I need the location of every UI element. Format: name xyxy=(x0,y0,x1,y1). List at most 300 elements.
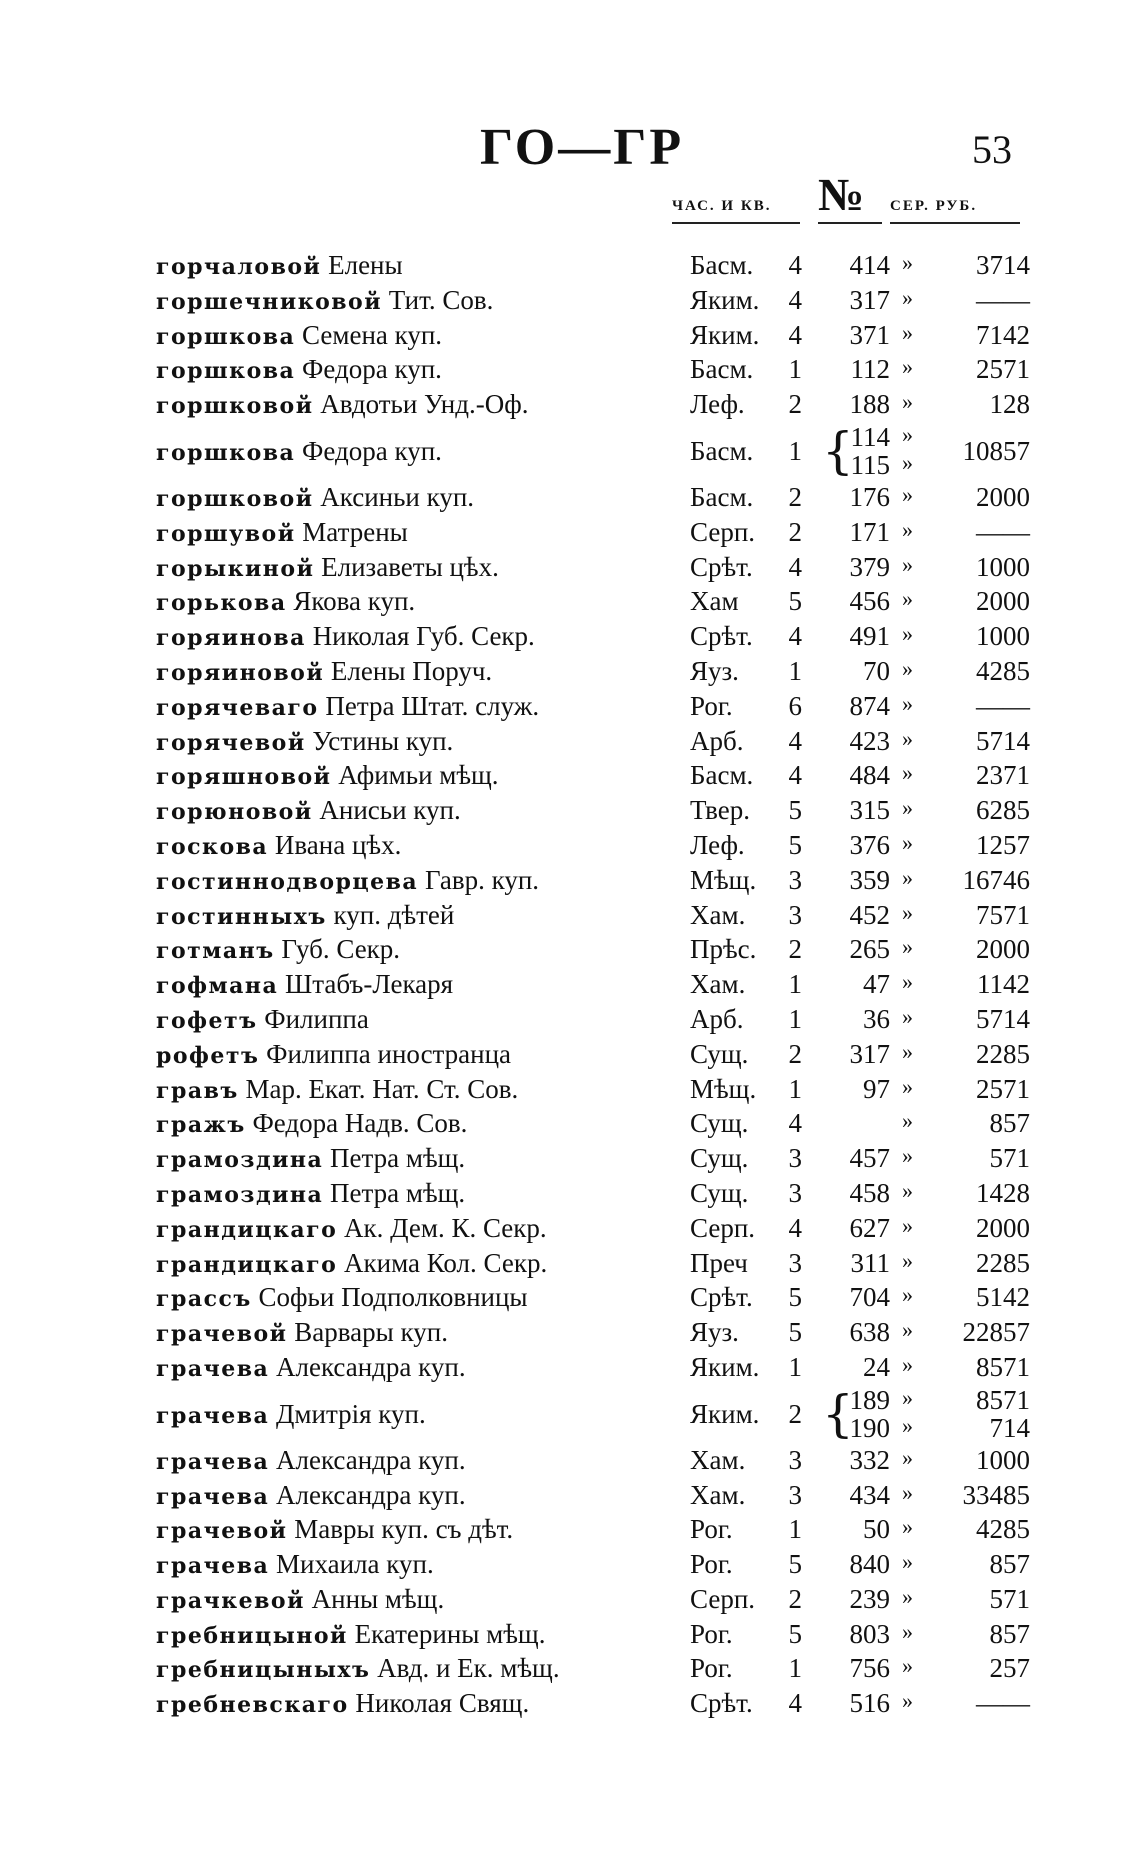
entry-amount: 2000 xyxy=(976,1212,1030,1243)
list-item xyxy=(0,1143,1140,1178)
list-item xyxy=(0,726,1140,761)
entry-surname: горячевой xyxy=(156,729,306,756)
entry-quarter: 5 xyxy=(788,795,802,826)
entry-ditto-mark: » xyxy=(902,1618,913,1644)
entry-part: Яким. xyxy=(690,319,760,350)
entry-quarter: 2 xyxy=(788,481,802,512)
list-item xyxy=(0,1549,1140,1584)
entry-number: 516 xyxy=(849,1688,890,1719)
entry-quarter: 5 xyxy=(788,829,802,860)
entry-ditto-mark: » xyxy=(902,1003,913,1029)
entry-ditto-mark: » xyxy=(902,690,913,716)
entry-quarter: 4 xyxy=(788,1688,802,1719)
entry-name xyxy=(156,656,492,687)
list-item xyxy=(0,691,1140,726)
entry-details: Александра куп. xyxy=(276,1444,466,1475)
entry-surname: горяиновой xyxy=(156,659,325,686)
entry-surname: гребневскаго xyxy=(156,1692,349,1719)
entry-surname: гостинныхъ xyxy=(156,903,327,930)
entry-number: 452 xyxy=(849,899,890,930)
list-item xyxy=(0,389,1140,424)
entry-surname: грачева xyxy=(156,1355,270,1382)
entry-details: Михаила куп. xyxy=(276,1549,434,1580)
entry-amount: —— xyxy=(976,284,1030,315)
entry-part: Сущ. xyxy=(690,1143,749,1174)
entry-ditto-mark: » xyxy=(902,1038,913,1064)
entry-number: 70 xyxy=(863,655,890,686)
entry-quarter: 5 xyxy=(788,1549,802,1580)
entry-number: 627 xyxy=(849,1212,890,1243)
entry-part: Яким. xyxy=(690,284,760,315)
list-item xyxy=(0,1480,1140,1515)
entry-details: Афимьи мѣщ. xyxy=(338,760,499,791)
entry-number: 265 xyxy=(849,934,890,965)
entry-quarter: 4 xyxy=(788,1212,802,1243)
entry-ditto-mark: » xyxy=(902,795,913,821)
entry-details: Петра Штат. служ. xyxy=(325,690,540,721)
entry-part: Рог. xyxy=(690,1514,733,1545)
entry-amount: 1257 xyxy=(976,829,1030,860)
page-number: 53 xyxy=(972,127,1012,172)
entry-name xyxy=(156,1514,513,1545)
entry-quarter: 2 xyxy=(788,389,802,420)
entry-amount: 22857 xyxy=(962,1317,1030,1348)
entry-number-second: 115 xyxy=(850,449,890,480)
entry-quarter: 2 xyxy=(788,1583,802,1614)
entry-details: Аксиньи куп. xyxy=(320,481,475,512)
entry-surname: грачева xyxy=(156,1402,270,1429)
entry-part: Срѣт. xyxy=(690,551,753,582)
entry-quarter: 4 xyxy=(788,1108,802,1139)
entry-number: 414 xyxy=(849,250,890,280)
entry-quarter: 3 xyxy=(788,1143,802,1174)
entry-details: Николая Свящ. xyxy=(355,1688,530,1719)
entry-amount: 7142 xyxy=(976,319,1030,350)
entry-quarter: 4 xyxy=(788,551,802,582)
entry-surname: грачевой xyxy=(156,1518,288,1545)
brace-icon: { xyxy=(822,1384,854,1443)
entry-part: Хам xyxy=(690,586,739,617)
entry-amount: 10857 xyxy=(962,435,1030,466)
entry-quarter: 1 xyxy=(788,1073,802,1104)
entry-ditto-mark: » xyxy=(902,899,913,925)
entry-surname: горькова xyxy=(156,590,287,617)
list-item xyxy=(0,1178,1140,1213)
entry-quarter: 3 xyxy=(788,1444,802,1475)
entry-number: 315 xyxy=(849,795,890,826)
entry-quarter: 1 xyxy=(788,969,802,1000)
entry-surname: грачева xyxy=(156,1483,270,1510)
entry-name xyxy=(156,320,442,351)
entry-name xyxy=(156,934,400,965)
entry-part: Басм. xyxy=(690,354,754,385)
entry-part: Басм. xyxy=(690,760,754,791)
entry-amount: 3714 xyxy=(976,250,1030,280)
entry-number: 458 xyxy=(849,1177,890,1208)
entry-number: 434 xyxy=(849,1479,890,1510)
entry-amount: 5714 xyxy=(976,1003,1030,1034)
entry-part: Мѣщ. xyxy=(690,864,757,895)
entry-part: Твер. xyxy=(690,795,750,826)
entry-name xyxy=(156,436,442,467)
entry-part: Басм. xyxy=(690,481,754,512)
entry-part: Рог. xyxy=(690,1653,733,1684)
entry-name xyxy=(156,1248,547,1279)
entry-ditto-mark-second: » xyxy=(902,1412,913,1438)
entry-surname: грамоздина xyxy=(156,1147,324,1174)
entry-quarter: 6 xyxy=(788,690,802,721)
entry-details: Ивана цѣх. xyxy=(274,829,402,860)
entry-name xyxy=(156,1688,529,1719)
entry-number: 189 xyxy=(849,1384,890,1415)
entry-surname: гостиннодворцева xyxy=(156,868,419,895)
entry-ditto-mark: » xyxy=(902,1212,913,1238)
entry-amount: 257 xyxy=(989,1653,1030,1684)
entry-details: Петра мѣщ. xyxy=(330,1143,466,1174)
entry-number: 171 xyxy=(849,516,890,547)
header-underline-part xyxy=(672,222,800,224)
entry-details: Софьи Подполковницы xyxy=(258,1282,528,1313)
entry-name xyxy=(156,1584,444,1615)
entry-number: 638 xyxy=(849,1317,890,1348)
entry-ditto-mark: » xyxy=(902,1688,913,1714)
entry-name xyxy=(156,1399,426,1430)
entry-quarter: 2 xyxy=(788,516,802,547)
entry-amount: 2371 xyxy=(976,760,1030,791)
entry-details: Елены xyxy=(328,250,403,280)
entry-surname: грачкевой xyxy=(156,1587,305,1614)
entry-ditto-mark: » xyxy=(902,319,913,345)
entry-part: Срѣт. xyxy=(690,621,753,652)
entry-quarter: 5 xyxy=(788,586,802,617)
entry-quarter: 5 xyxy=(788,1618,802,1649)
entry-surname: горшкова xyxy=(156,358,296,385)
entry-surname: грандицкаго xyxy=(156,1216,338,1243)
entry-surname: гофмана xyxy=(156,973,279,1000)
entry-number: 112 xyxy=(850,354,890,385)
entry-part: Басм. xyxy=(690,250,754,280)
entry-part: Арб. xyxy=(690,725,744,756)
entry-number: 457 xyxy=(849,1143,890,1174)
entry-quarter: 4 xyxy=(788,621,802,652)
entry-quarter: 4 xyxy=(788,725,802,756)
entry-quarter: 1 xyxy=(788,435,802,466)
entry-ditto-mark: » xyxy=(902,1514,913,1540)
entry-amount: 2000 xyxy=(976,481,1030,512)
entry-part: Яким. xyxy=(690,1351,760,1382)
entry-amount: 571 xyxy=(989,1143,1030,1174)
list-item xyxy=(0,1248,1140,1283)
list-item xyxy=(0,354,1140,389)
entry-part: Срѣт. xyxy=(690,1282,753,1313)
entry-number-second: 190 xyxy=(849,1412,890,1443)
entry-ditto-mark: » xyxy=(902,1479,913,1505)
entry-ditto-mark: » xyxy=(902,864,913,890)
entry-amount: 1000 xyxy=(976,1444,1030,1475)
entry-name xyxy=(156,1619,545,1650)
entry-part: Леф. xyxy=(690,389,745,420)
entry-number: 379 xyxy=(849,551,890,582)
entry-ditto-mark: » xyxy=(902,1108,913,1134)
list-item xyxy=(0,1074,1140,1109)
entry-surname: горшковой xyxy=(156,485,314,512)
list-item xyxy=(0,1584,1140,1619)
entry-number: 456 xyxy=(849,586,890,617)
entry-amount: 1000 xyxy=(976,551,1030,582)
entry-amount: 2285 xyxy=(976,1247,1030,1278)
list-item xyxy=(0,1384,1140,1445)
entry-quarter: 5 xyxy=(788,1317,802,1348)
list-item xyxy=(0,1213,1140,1248)
entry-surname: горшкова xyxy=(156,323,296,350)
entry-quarter: 3 xyxy=(788,1479,802,1510)
entry-part: Сущ. xyxy=(690,1177,749,1208)
entry-number: 423 xyxy=(849,725,890,756)
entry-name xyxy=(156,1143,465,1174)
entry-details: Николая Губ. Секр. xyxy=(312,621,535,652)
entry-details: Елены Поруч. xyxy=(330,655,493,686)
entry-details: Якова куп. xyxy=(293,586,416,617)
entry-quarter: 1 xyxy=(788,1351,802,1382)
entry-number: 484 xyxy=(849,760,890,791)
entry-name xyxy=(156,900,454,931)
list-item xyxy=(0,969,1140,1004)
entry-details: Мар. Екат. Нат. Ст. Сов. xyxy=(245,1073,519,1104)
entry-quarter: 1 xyxy=(788,354,802,385)
entry-ditto-mark: » xyxy=(902,725,913,751)
entry-amount: 6285 xyxy=(976,795,1030,826)
entry-details: Мавры куп. съ дѣт. xyxy=(294,1514,514,1545)
list-item xyxy=(0,250,1140,285)
entry-amount: 2285 xyxy=(976,1038,1030,1069)
entry-number: 704 xyxy=(849,1282,890,1313)
entry-amount: —— xyxy=(976,516,1030,547)
entry-part: Яуз. xyxy=(690,655,739,686)
entry-part: Прѣс. xyxy=(690,934,757,965)
entry-surname: горячеваго xyxy=(156,694,319,721)
entry-details: Александра куп. xyxy=(276,1479,466,1510)
entry-quarter: 3 xyxy=(788,1247,802,1278)
list-item xyxy=(0,1653,1140,1688)
entry-part: Яуз. xyxy=(690,1317,739,1348)
entry-name xyxy=(156,726,453,757)
entry-ditto-mark: » xyxy=(902,655,913,681)
entry-surname: горшковой xyxy=(156,393,314,420)
entry-part: Яким. xyxy=(690,1398,760,1429)
list-item xyxy=(0,1282,1140,1317)
entry-amount: 2000 xyxy=(976,586,1030,617)
entry-name xyxy=(156,1108,467,1139)
entry-name xyxy=(156,621,535,652)
entry-name xyxy=(156,1549,434,1580)
list-item xyxy=(0,1317,1140,1352)
entry-quarter: 5 xyxy=(788,1282,802,1313)
entry-number: 47 xyxy=(863,969,890,1000)
entry-amount: 1000 xyxy=(976,621,1030,652)
list-item xyxy=(0,656,1140,691)
brace-icon: { xyxy=(822,421,854,480)
entry-surname: горчаловой xyxy=(156,254,322,280)
entry-quarter: 1 xyxy=(788,1514,802,1545)
entry-number: 874 xyxy=(849,690,890,721)
list-item xyxy=(0,795,1140,830)
entry-name xyxy=(156,1074,518,1105)
entry-surname: госкова xyxy=(156,833,269,860)
entry-surname: горяшновой xyxy=(156,764,332,791)
entry-details: Штабъ-Лекаря xyxy=(284,969,454,1000)
list-item xyxy=(0,1688,1140,1723)
entry-name xyxy=(156,552,499,583)
entry-part: Басм. xyxy=(690,435,754,466)
entry-part: Серп. xyxy=(690,1583,756,1614)
entry-number: 332 xyxy=(849,1444,890,1475)
entry-name xyxy=(156,389,528,420)
entry-part: Леф. xyxy=(690,829,745,860)
entry-details: Ак. Дем. К. Секр. xyxy=(344,1212,547,1243)
entry-number: 50 xyxy=(863,1514,890,1545)
entry-ditto-mark: » xyxy=(902,1351,913,1377)
entry-details: Варвары куп. xyxy=(294,1317,448,1348)
entry-name xyxy=(156,285,493,316)
list-item xyxy=(0,586,1140,621)
list-item xyxy=(0,1445,1140,1480)
entry-ditto-mark: » xyxy=(902,1583,913,1609)
entry-number: 376 xyxy=(849,829,890,860)
entry-ditto-mark: » xyxy=(902,1143,913,1169)
entry-quarter: 1 xyxy=(788,1003,802,1034)
entry-name xyxy=(156,586,415,617)
entry-surname: грассъ xyxy=(156,1286,252,1313)
entry-amount: 2571 xyxy=(976,1073,1030,1104)
entry-quarter: 1 xyxy=(788,1653,802,1684)
entry-part: Сущ. xyxy=(690,1038,749,1069)
entry-ditto-mark: » xyxy=(902,1247,913,1273)
entry-surname: грандицкаго xyxy=(156,1251,338,1278)
entry-part: Преч xyxy=(690,1247,748,1278)
entry-number: 97 xyxy=(863,1073,890,1104)
entry-details: Гавр. куп. xyxy=(424,864,540,895)
list-item xyxy=(0,621,1140,656)
entry-quarter: 3 xyxy=(788,864,802,895)
entry-name xyxy=(156,830,401,861)
entry-number: 36 xyxy=(863,1003,890,1034)
entry-ditto-mark: » xyxy=(902,481,913,507)
entry-details: Семена куп. xyxy=(302,319,443,350)
entry-details: Дмитрія куп. xyxy=(276,1398,426,1429)
entry-amount: 1142 xyxy=(977,969,1030,1000)
entry-details: Авдотьи Унд.-Оф. xyxy=(320,389,529,420)
list-item xyxy=(0,760,1140,795)
list-item xyxy=(0,1514,1140,1549)
entry-name xyxy=(156,1317,448,1348)
entry-part: Хам. xyxy=(690,969,746,1000)
list-item xyxy=(0,830,1140,865)
entry-name xyxy=(156,1004,369,1035)
entry-ditto-mark: » xyxy=(902,354,913,380)
entry-name xyxy=(156,250,403,281)
list-item xyxy=(0,517,1140,552)
entry-amount: 5714 xyxy=(976,725,1030,756)
entry-name xyxy=(156,1213,547,1244)
entry-details: Александра куп. xyxy=(276,1351,466,1382)
entry-ditto-mark: » xyxy=(902,1384,913,1410)
entry-ditto-mark: » xyxy=(902,1549,913,1575)
entry-amount: 5142 xyxy=(976,1282,1030,1313)
entry-amount-second: 714 xyxy=(989,1412,1030,1443)
entry-amount: 2000 xyxy=(976,934,1030,965)
entry-number: 359 xyxy=(849,864,890,895)
entry-amount: 857 xyxy=(989,1108,1030,1139)
entry-details: куп. дѣтей xyxy=(333,899,455,930)
entry-name xyxy=(156,1282,528,1313)
entry-quarter: 2 xyxy=(788,1398,802,1429)
list-item xyxy=(0,1352,1140,1387)
entry-surname: горыкиной xyxy=(156,555,315,582)
entry-number: 188 xyxy=(849,389,890,420)
entry-ditto-mark: » xyxy=(902,421,913,447)
entry-number: 317 xyxy=(849,284,890,315)
entry-number: 491 xyxy=(849,621,890,652)
entry-quarter: 3 xyxy=(788,1177,802,1208)
entry-name xyxy=(156,1039,511,1070)
entry-number: 176 xyxy=(849,481,890,512)
entry-quarter: 1 xyxy=(788,655,802,686)
entry-details: Петра мѣщ. xyxy=(330,1177,466,1208)
entry-amount: 33485 xyxy=(962,1479,1030,1510)
entry-name xyxy=(156,969,453,1000)
entry-details: Тит. Сов. xyxy=(388,284,494,315)
entry-ditto-mark: » xyxy=(902,389,913,415)
entry-quarter: 4 xyxy=(788,319,802,350)
entry-surname: горяинова xyxy=(156,625,306,652)
entry-details: Екатерины мѣщ. xyxy=(354,1618,546,1649)
list-item xyxy=(0,1039,1140,1074)
entry-part: Арб. xyxy=(690,1003,744,1034)
entry-number: 239 xyxy=(849,1583,890,1614)
entry-part: Мѣщ. xyxy=(690,1073,757,1104)
entry-number: 24 xyxy=(863,1351,890,1382)
entry-name xyxy=(156,795,461,826)
entry-details: Устины куп. xyxy=(312,725,454,756)
entry-surname: рофетъ xyxy=(156,1042,260,1069)
list-item xyxy=(0,1108,1140,1143)
entry-surname: гребницыной xyxy=(156,1622,348,1649)
entry-details: Елизаветы цѣх. xyxy=(321,551,499,582)
entry-ditto-mark: » xyxy=(902,1282,913,1308)
list-item xyxy=(0,1619,1140,1654)
entry-part: Хам. xyxy=(690,899,746,930)
entry-number: 371 xyxy=(849,319,890,350)
list-item xyxy=(0,900,1140,935)
entry-ditto-mark: » xyxy=(902,969,913,995)
entry-name xyxy=(156,517,408,548)
entry-surname: гравъ xyxy=(156,1077,239,1104)
list-item xyxy=(0,421,1140,482)
entry-ditto-mark: » xyxy=(902,551,913,577)
entry-amount: 857 xyxy=(989,1549,1030,1580)
entry-surname: гребницыныхъ xyxy=(156,1657,371,1684)
page-title: ГО—ГР xyxy=(480,119,685,176)
entry-ditto-mark: » xyxy=(902,250,913,275)
entry-part: Хам. xyxy=(690,1479,746,1510)
entry-amount: 571 xyxy=(989,1583,1030,1614)
list-item xyxy=(0,1004,1140,1039)
entry-part: Срѣт. xyxy=(690,1688,753,1719)
entry-amount: 128 xyxy=(989,389,1030,420)
entry-quarter: 2 xyxy=(788,1038,802,1069)
entry-surname: готманъ xyxy=(156,938,275,965)
column-header-amount: СЕР. РУБ. xyxy=(890,198,978,214)
